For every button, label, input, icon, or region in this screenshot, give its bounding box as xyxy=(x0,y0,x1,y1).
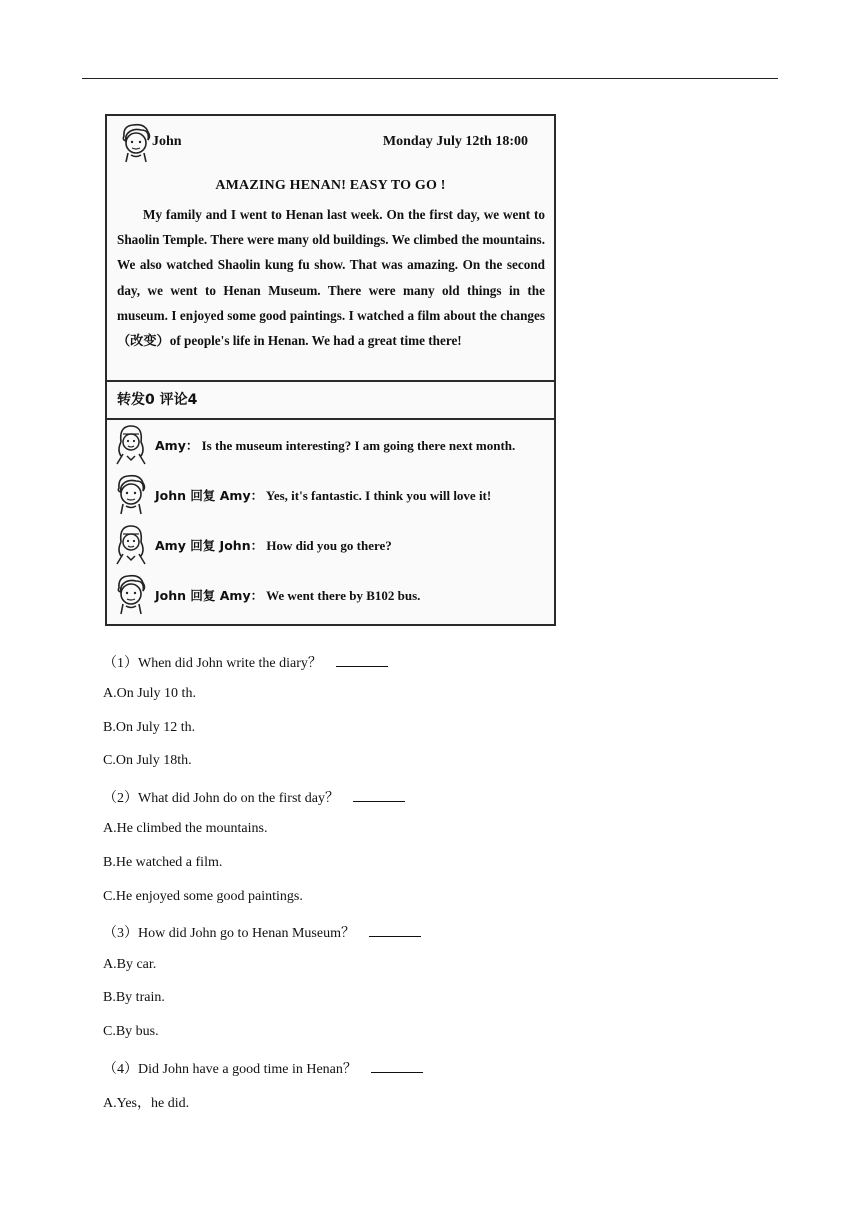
repost-comment-count: 转发0 评论4 xyxy=(117,392,198,408)
post-date: Monday July 12th 18:00 xyxy=(382,134,528,149)
post-author: John xyxy=(152,134,182,149)
girl-avatar-icon xyxy=(113,422,149,466)
option-2c: C.He enjoyed some good paintings. xyxy=(103,889,303,904)
comment-author: Amy 回复 John： xyxy=(155,538,264,553)
comment-author: Amy： xyxy=(155,438,199,453)
comment-item xyxy=(107,570,554,620)
comment-author: John 回复 Amy： xyxy=(155,588,264,603)
question-text: （2）What did John do on the first day？ xyxy=(103,791,340,806)
option-1c: C.On July 18th. xyxy=(103,753,192,768)
answer-blank[interactable] xyxy=(371,1060,423,1073)
post-stats-bar xyxy=(107,380,554,420)
comment-message: Yes, it's fantastic. I think you will love it! xyxy=(265,488,492,503)
comment-message: We went there by B102 bus. xyxy=(266,588,421,603)
option-2b: B.He watched a film. xyxy=(103,855,223,870)
question-text: （3）How did John go to Henan Museum？ xyxy=(103,926,355,941)
question-1 xyxy=(103,652,388,672)
option-3c: C.By bus. xyxy=(103,1024,159,1039)
girl-avatar-icon xyxy=(113,522,149,566)
comment-message: How did you go there? xyxy=(266,538,392,553)
boy-avatar-icon xyxy=(119,122,153,164)
answer-blank[interactable] xyxy=(336,654,388,667)
question-4 xyxy=(103,1058,423,1078)
option-1a: A.On July 10 th. xyxy=(103,686,196,701)
comment-text xyxy=(155,486,491,504)
boy-avatar-icon xyxy=(113,572,149,616)
comment-item xyxy=(107,520,554,570)
boy-avatar-icon xyxy=(113,472,149,516)
post-main xyxy=(107,116,554,382)
question-text: （4）Did John have a good time in Henan？ xyxy=(103,1062,357,1077)
question-3 xyxy=(103,922,421,942)
answer-blank[interactable] xyxy=(353,789,405,802)
comment-item xyxy=(107,470,554,520)
comment-author: John 回复 Amy： xyxy=(155,488,264,503)
option-3a: A.By car. xyxy=(103,957,157,972)
comment-text xyxy=(155,536,392,554)
answer-blank[interactable] xyxy=(369,924,421,937)
comment-text xyxy=(155,586,420,604)
post-title: AMAZING HENAN! EASY TO GO ! xyxy=(215,178,446,193)
option-3b: B.By train. xyxy=(103,990,165,1005)
question-2 xyxy=(103,787,405,807)
comment-text xyxy=(155,436,515,454)
header-rule xyxy=(82,78,778,79)
comment-message: Is the museum interesting? I am going there next month. xyxy=(201,438,516,453)
post-body: My family and I went to Henan last week. On the first day, we went to Shaolin Temple. There were many old buildings. We climbed the mountains. We also watched Shaolin kung fu show. That was amazing. On the second day, we went to Henan Museum. There were many old things in the museum. I enjoyed some good paintings. I watched a film about the changes（改变）of people's life in Henan. We had a great time there! xyxy=(117,207,545,349)
question-text: （1）When did John write the diary？ xyxy=(103,656,322,671)
option-4a: A.Yes，he did. xyxy=(103,1096,190,1111)
option-2a: A.He climbed the mountains. xyxy=(103,821,268,836)
comment-item xyxy=(107,420,554,470)
option-1b: B.On July 12 th. xyxy=(103,720,196,735)
weibo-post-image xyxy=(105,114,556,626)
